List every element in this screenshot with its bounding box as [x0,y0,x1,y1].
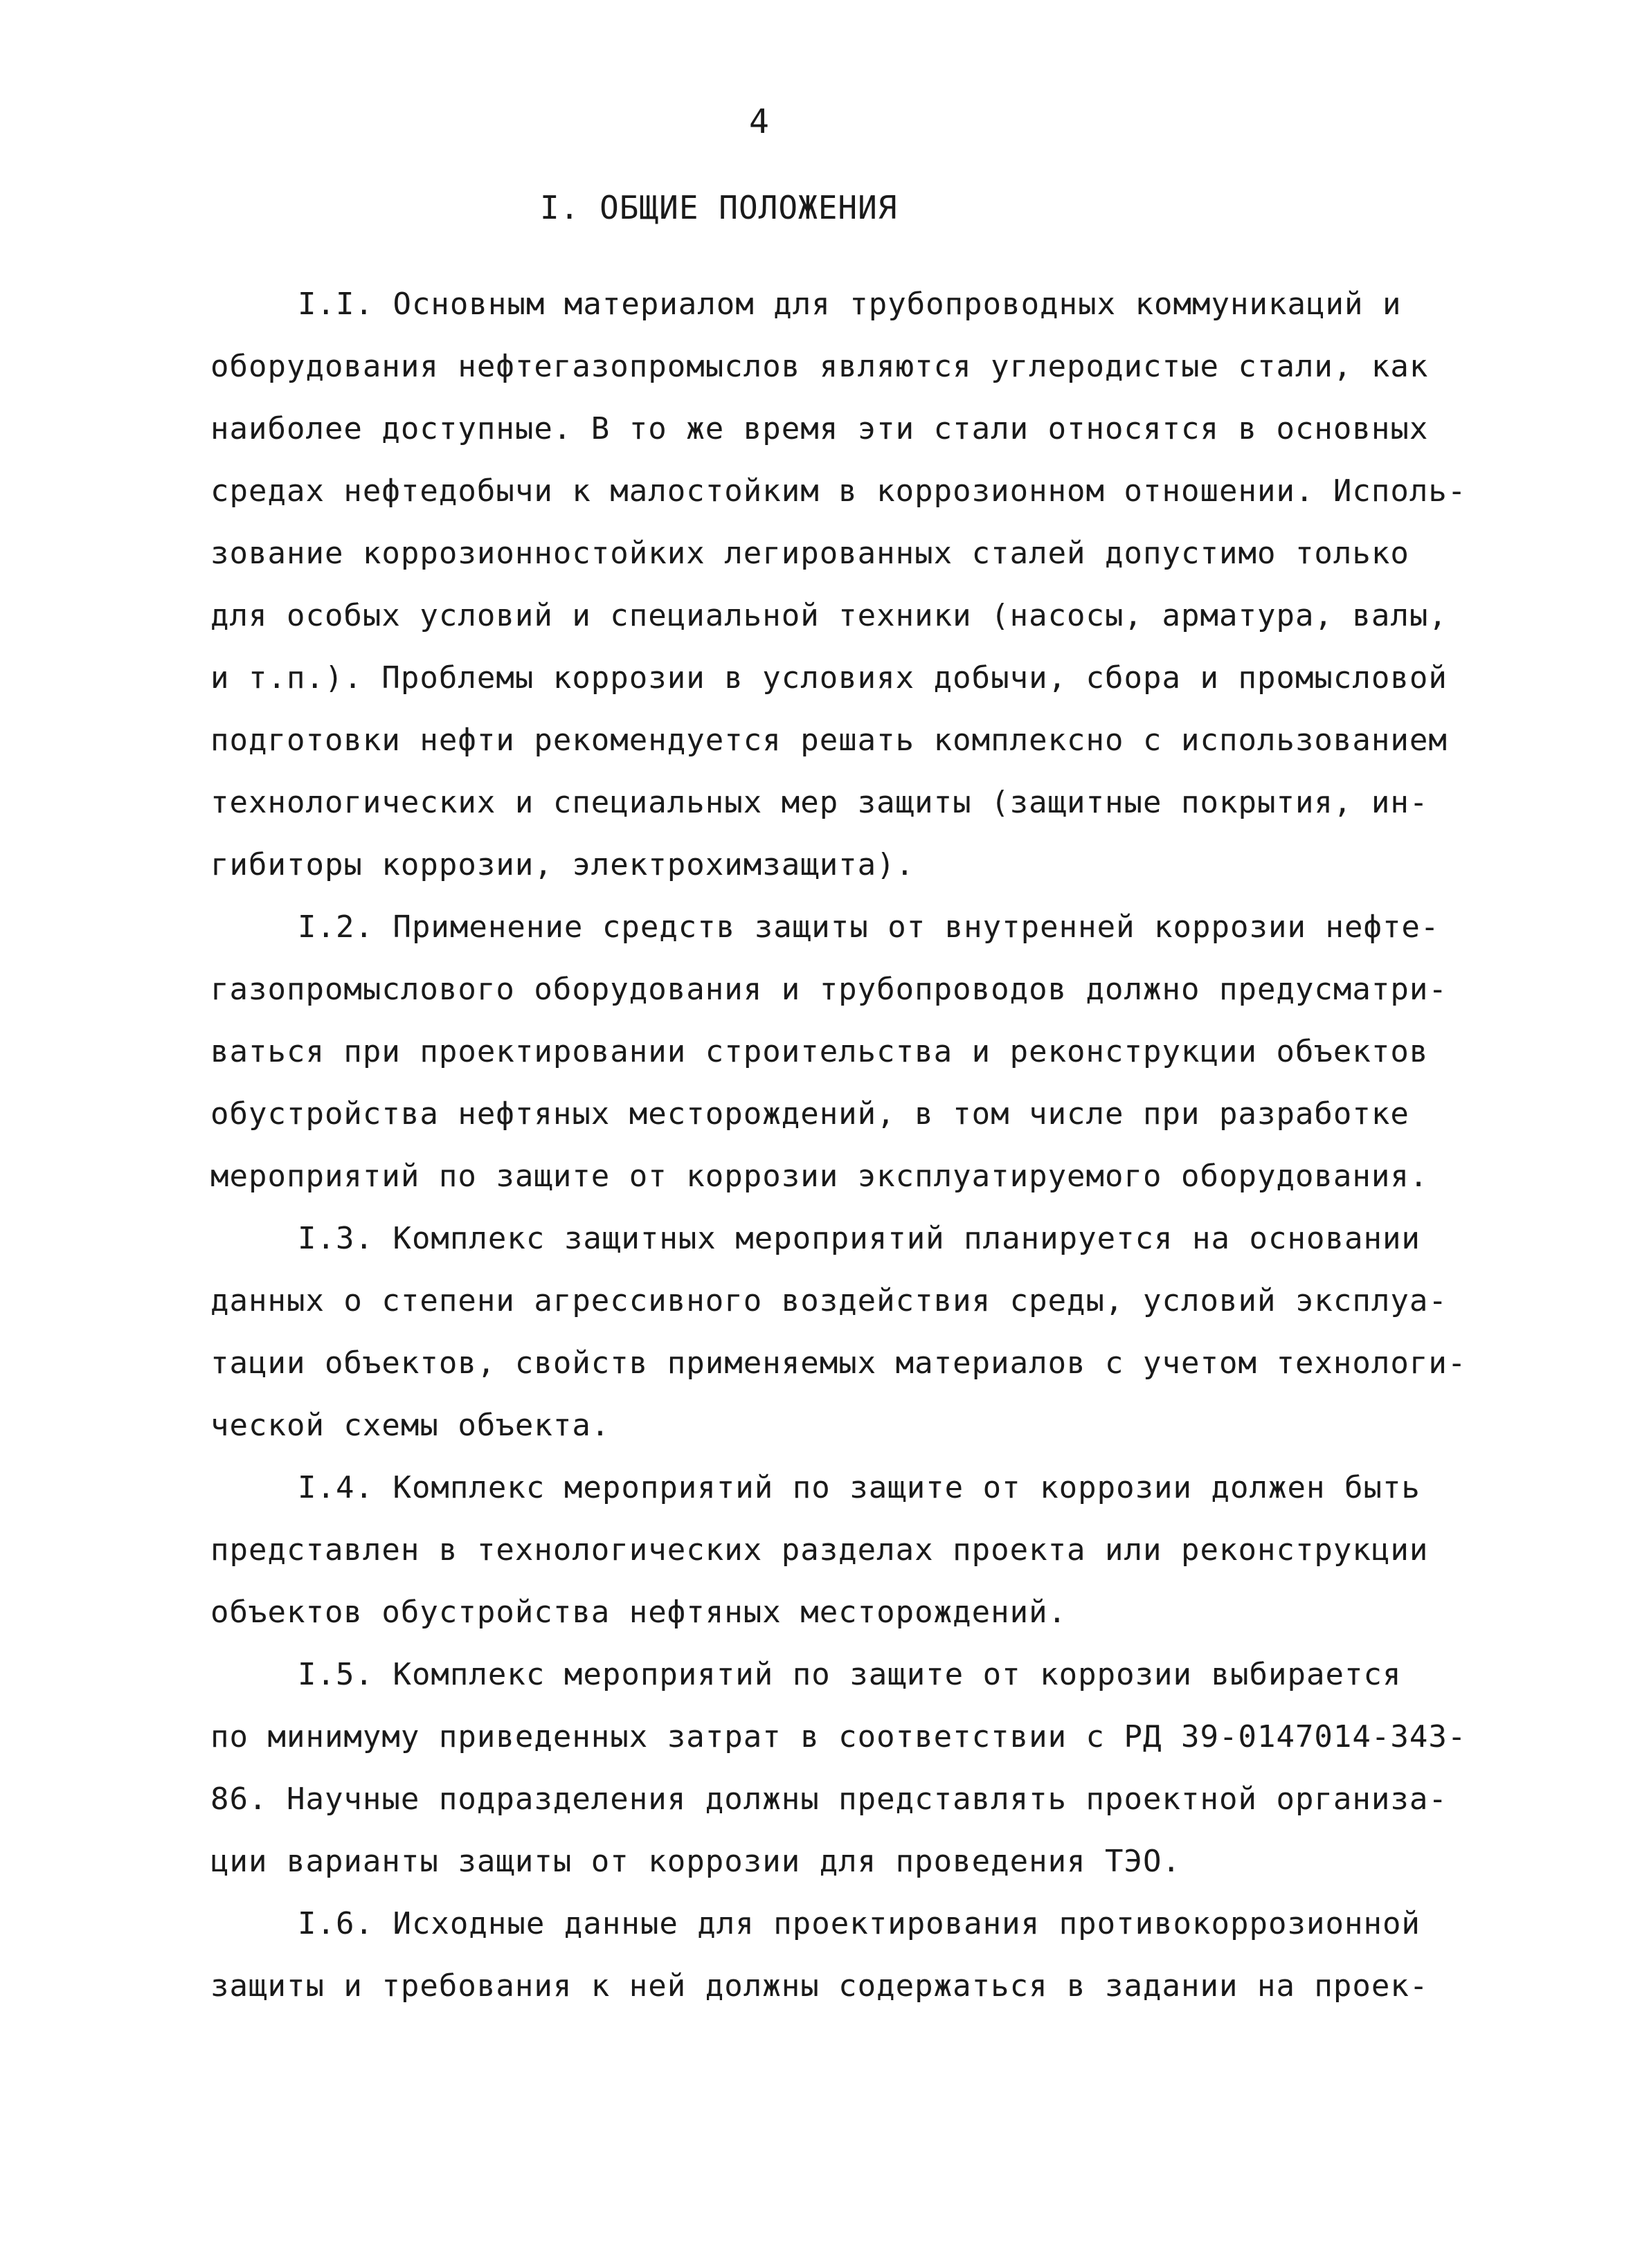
paragraph-1-1-line: гибиторы коррозии, электрохимзащита). [210,847,915,882]
paragraph-1-3-line: тации объектов, свойств применяемых материалов с учетом технологи- [210,1345,1467,1381]
paragraph-1-2-line: обустройства нефтяных месторождений, в том числе при разработке [210,1096,1409,1132]
paragraph-1-2-line: I.2. Применение средств защиты от внутренней коррозии нефте- [298,909,1440,945]
paragraph-1-3-line: данных о степени агрессивного воздействия среды, условий эксплуа- [210,1283,1448,1318]
paragraph-1-5-line: ции варианты защиты от коррозии для проведения ТЭО. [210,1844,1182,1879]
paragraph-1-1-line: технологических и специальных мер защиты (защитные покрытия, ин- [210,785,1429,820]
paragraph-1-1-line: наиболее доступные. В то же время эти стали относятся в основных [210,411,1429,446]
paragraph-1-5-line: 86. Научные подразделения должны представлять проектной организа- [210,1781,1448,1817]
paragraph-1-4-line: I.4. Комплекс мероприятий по защите от коррозии должен быть [298,1470,1421,1505]
paragraph-1-1-line: зование коррозионностойких легированных сталей допустимо только [210,536,1409,571]
paragraph-1-1-line: и т.п.). Проблемы коррозии в условиях добычи, сбора и промысловой [210,660,1448,696]
paragraph-1-1-line: подготовки нефти рекомендуется решать комплексно с использованием [210,723,1448,758]
section-title: I. ОБЩИЕ ПОЛОЖЕНИЯ [540,189,898,226]
paragraph-1-6-line: I.6. Исходные данные для проектирования противокоррозионной [298,1906,1421,1941]
paragraph-1-3-line: I.3. Комплекс защитных мероприятий планируется на основании [298,1221,1421,1256]
paragraph-1-3-line: ческой схемы объекта. [210,1408,611,1443]
page-number: 4 [749,102,769,141]
paragraph-1-4-line: объектов обустройства нефтяных месторождений. [210,1595,1067,1630]
paragraph-1-1-line: оборудования нефтегазопромыслов являются углеродистые стали, как [210,349,1429,384]
paragraph-1-5-line: по минимуму приведенных затрат в соответствии с РД 39-0147014-343- [210,1719,1467,1754]
paragraph-1-2-line: газопромыслового оборудования и трубопроводов должно предусматри- [210,972,1448,1007]
paragraph-1-4-line: представлен в технологических разделах проекта или реконструкции [210,1532,1429,1568]
paragraph-1-1-line: средах нефтедобычи к малостойким в коррозионном отношении. Исполь- [210,473,1467,509]
paragraph-1-2-line: мероприятий по защите от коррозии эксплуатируемого оборудования. [210,1159,1429,1194]
paragraph-1-6-line: защиты и требования к ней должны содержаться в задании на проек- [210,1968,1429,2004]
paragraph-1-1-line: I.I. Основным материалом для трубопроводных коммуникаций и [298,287,1402,322]
paragraph-1-2-line: ваться при проектировании строительства и реконструкции объектов [210,1034,1429,1069]
paragraph-1-5-line: I.5. Комплекс мероприятий по защите от коррозии выбирается [298,1657,1402,1692]
paragraph-1-1-line: для особых условий и специальной техники (насосы, арматура, валы, [210,598,1448,633]
